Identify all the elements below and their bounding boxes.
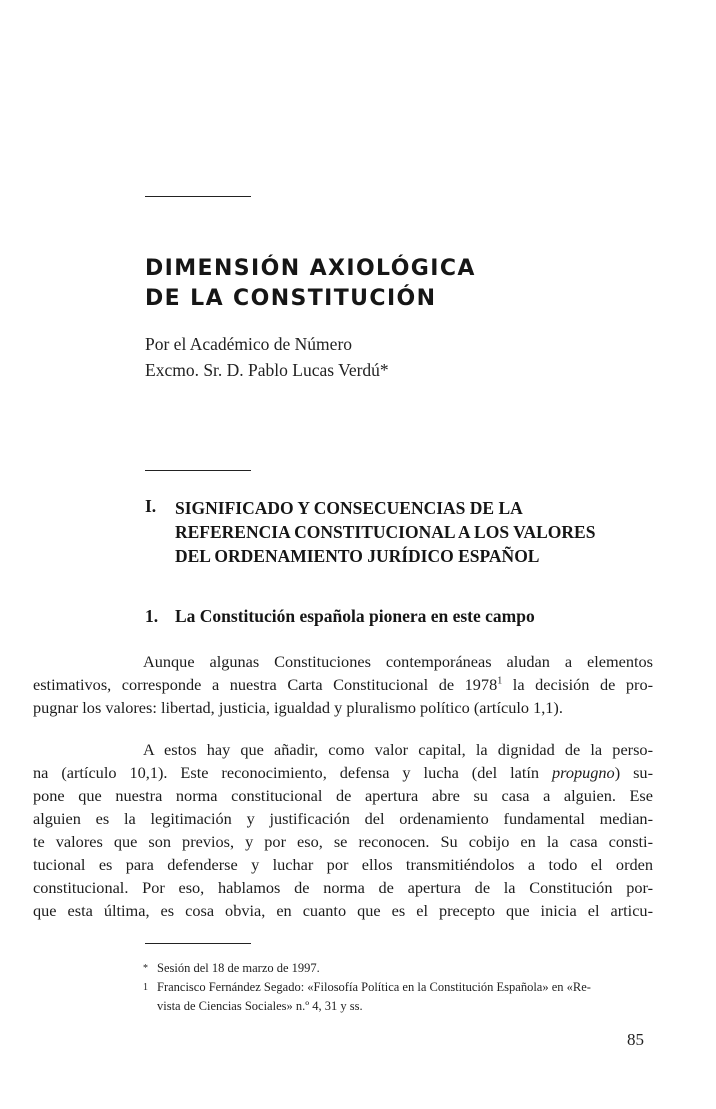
section-rule [145, 470, 251, 471]
footnote-2 [143, 978, 591, 997]
paragraph-1-line-2 [33, 673, 653, 696]
footnote-rule [145, 943, 251, 944]
footnote-1-mark: * [143, 963, 148, 974]
page-number: 85 [627, 1030, 644, 1049]
footnote-2-mark: 1 [143, 982, 148, 993]
page-title [145, 254, 476, 314]
footnote-2-continuation: vista de Ciencias Sociales» n.º 4, 31 y ss. [157, 999, 363, 1013]
footnote-2-text-line-1: Francisco Fernández Segado: «Filosofía Política en la Constitución Española» en «Re- [157, 980, 591, 994]
section-heading [175, 496, 595, 568]
footnote-1 [143, 959, 320, 978]
byline-line-1: Por el Académico de Número [145, 334, 353, 354]
paragraph-2-line-4: alguien es la legitimación y justificación del ordenamiento fundamental median- [33, 809, 653, 828]
paragraph-2-line-1: A estos hay que añadir, como valor capital, la dignidad de la perso- [143, 740, 653, 759]
section-heading-line-2: REFERENCIA CONSTITUCIONAL A LOS VALORES [175, 522, 596, 542]
footnote-1-text: Sesión del 18 de marzo de 1997. [157, 961, 320, 975]
section-heading-line-3: DEL ORDENAMIENTO JURÍDICO ESPAÑOL [175, 546, 540, 566]
title-line-1: DIMENSIÓN AXIOLÓGICA [145, 256, 476, 281]
p2-l2-italic: propugno [551, 763, 615, 782]
author-byline [145, 331, 389, 383]
paragraph-2-line-7: constitucional. Por eso, hablamos de norma de apertura de la Constitución por- [33, 878, 653, 897]
footnote-ref-1: 1 [497, 675, 503, 687]
p2-l2-text-b: ) su- [614, 763, 653, 782]
subsection-number: 1. [145, 606, 159, 626]
paragraph-2-line-5: te valores que son previos, y por eso, se reconocen. Su cobijo en la casa consti- [33, 832, 653, 851]
subsection-heading: La Constitución española pionera en este campo [175, 606, 535, 626]
section-heading-line-1: SIGNIFICADO Y CONSECUENCIAS DE LA [175, 498, 523, 518]
paragraph-2-line-2 [33, 761, 653, 784]
paragraph-1-line-1: Aunque algunas Constituciones contemporáneas aludan a elementos [143, 652, 653, 671]
byline-line-2: Excmo. Sr. D. Pablo Lucas Verdú* [145, 360, 389, 380]
paragraph-1-line-3: pugnar los valores: libertad, justicia, igualdad y pluralismo político (artículo 1,1). [33, 698, 563, 717]
title-line-2: DE LA CONSTITUCIÓN [145, 286, 437, 311]
paragraph-2-line-8: que esta última, es cosa obvia, en cuanto que es el precepto que inicia el articu- [33, 901, 653, 920]
top-rule [145, 196, 251, 197]
paragraph-2-line-3: pone que nuestra norma constitucional de apertura abre su casa a alguien. Ese [33, 786, 653, 805]
p2-l2-text-a: na (artículo 10,1). Este reconocimiento, defensa y lucha (del latín [33, 763, 552, 782]
paragraph-2-line-6: tucional es para defenderse y luchar por ellos transmitiéndolos a todo el orden [33, 855, 653, 874]
p1-l2-text-a: estimativos, corresponde a nuestra Carta Constitucional de 1978 [33, 675, 498, 694]
p1-l2-text-b: la decisión de pro- [502, 675, 654, 694]
section-number: I. [145, 496, 157, 516]
